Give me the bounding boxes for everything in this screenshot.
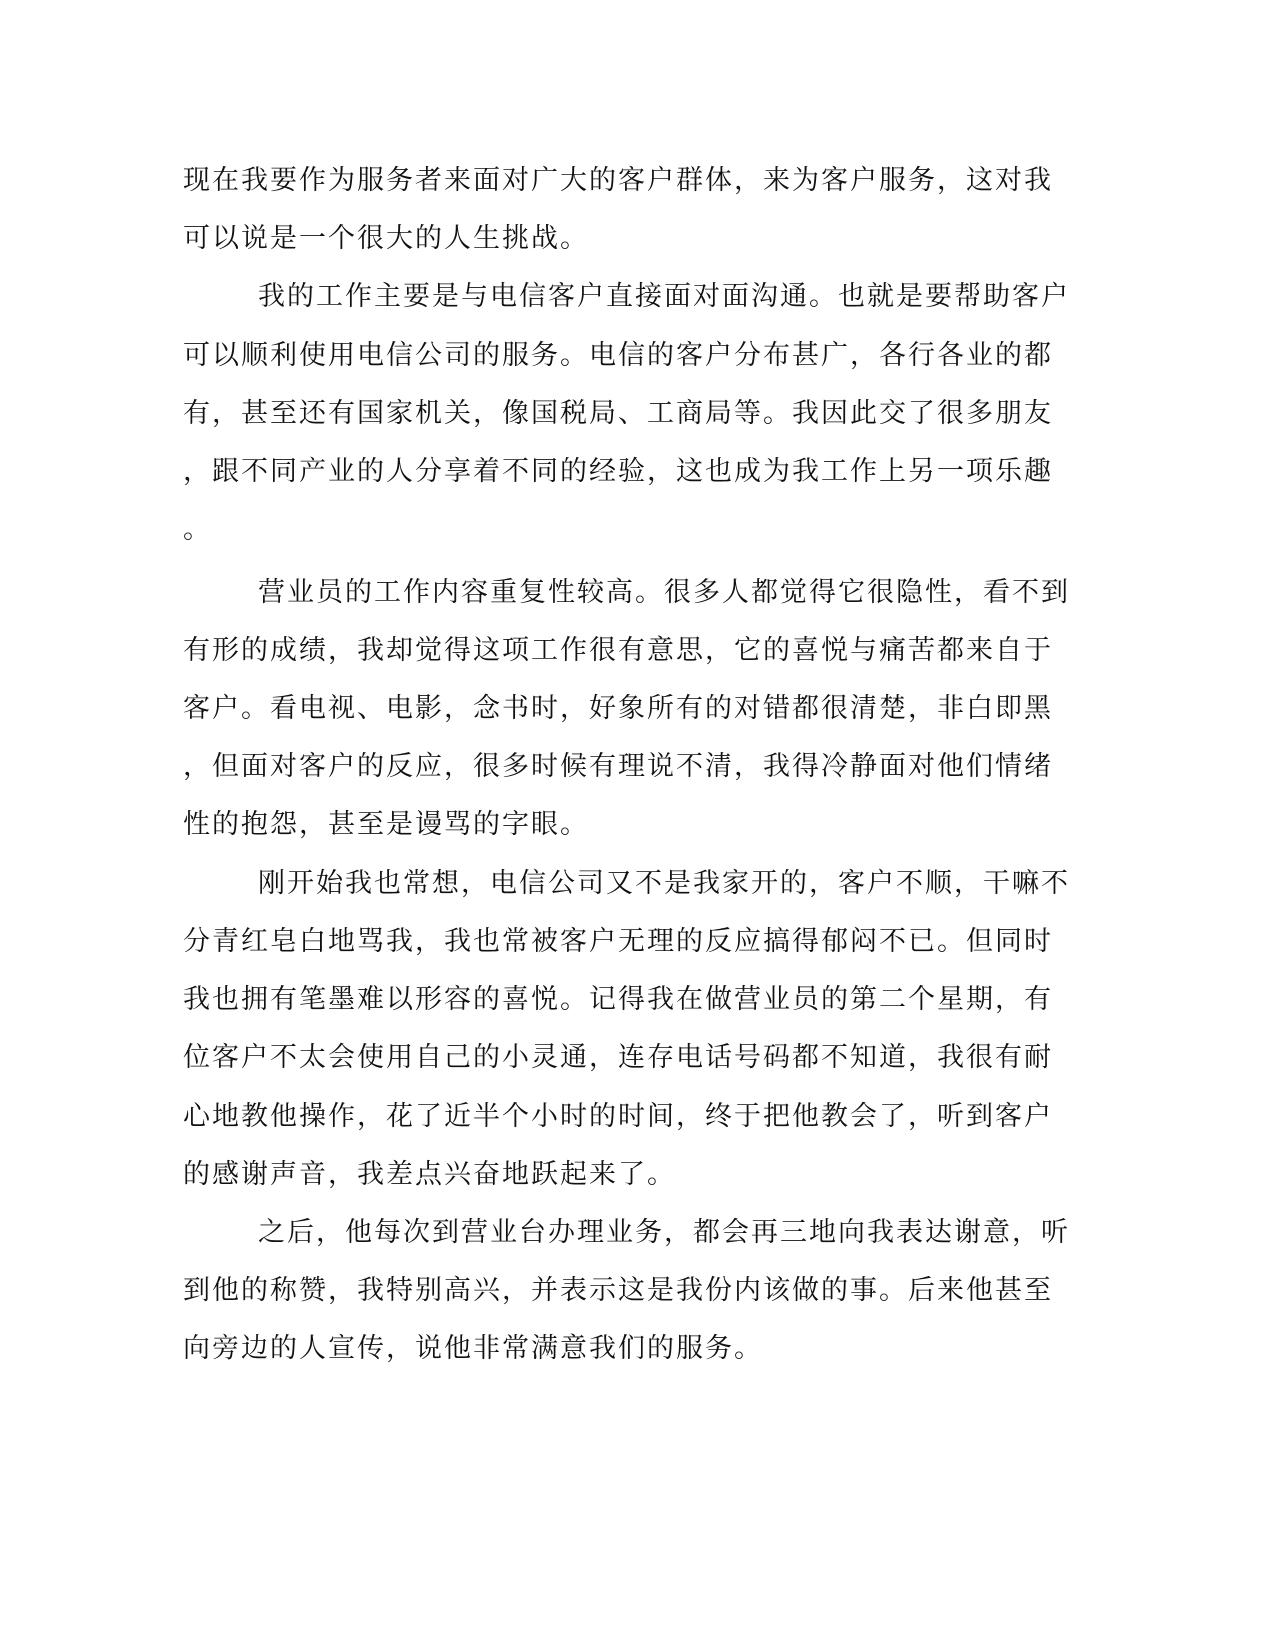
text-line: 可以顺利使用电信公司的服务。电信的客户分布甚广，各行各业的都 bbox=[183, 340, 1053, 371]
text-line: 到他的称赞，我特别高兴，并表示这是我份内该做的事。后来他甚至 bbox=[183, 1275, 1053, 1306]
paragraph-first-line: 刚开始我也常想，电信公司又不是我家开的，客户不顺，干嘛不 bbox=[258, 868, 1070, 899]
paragraph-first-line: 之后，他每次到营业台办理业务，都会再三地向我表达谢意，听 bbox=[258, 1217, 1070, 1248]
text-line: 心地教他操作，花了近半个小时的时间，终于把他教会了，听到客户 bbox=[183, 1101, 1053, 1132]
paragraph-first-line: 我的工作主要是与电信客户直接面对面沟通。也就是要帮助客户 bbox=[258, 281, 1070, 312]
text-line: 客户。看电视、电影，念书时，好象所有的对错都很清楚，非白即黑 bbox=[183, 693, 1053, 724]
text-line: 位客户不太会使用自己的小灵通，连存电话号码都不知道，我很有耐 bbox=[183, 1042, 1053, 1073]
text-line: 。 bbox=[183, 514, 212, 545]
text-line: 性的抱怨，甚至是谩骂的字眼。 bbox=[183, 809, 589, 840]
text-line: 现在我要作为服务者来面对广大的客户群体，来为客户服务，这对我 bbox=[183, 165, 1053, 196]
text-line: 分青红皂白地骂我，我也常被客户无理的反应搞得郁闷不已。但同时 bbox=[183, 926, 1053, 957]
text-line: 有，甚至还有国家机关，像国税局、工商局等。我因此交了很多朋友 bbox=[183, 398, 1053, 429]
text-line: 向旁边的人宣传，说他非常满意我们的服务。 bbox=[183, 1333, 763, 1364]
text-line: 可以说是一个很大的人生挑战。 bbox=[183, 223, 589, 254]
text-line: 有形的成绩，我却觉得这项工作很有意思，它的喜悦与痛苦都来自于 bbox=[183, 635, 1053, 666]
text-line: ，跟不同产业的人分享着不同的经验，这也成为我工作上另一项乐趣 bbox=[183, 456, 1053, 487]
paragraph-first-line: 营业员的工作内容重复性较高。很多人都觉得它很隐性，看不到 bbox=[258, 577, 1070, 608]
text-line: 的感谢声音，我差点兴奋地跃起来了。 bbox=[183, 1159, 676, 1190]
text-line: 我也拥有笔墨难以形容的喜悦。记得我在做营业员的第二个星期，有 bbox=[183, 984, 1053, 1015]
text-line: ，但面对客户的反应，很多时候有理说不清，我得冷静面对他们情绪 bbox=[183, 751, 1053, 782]
